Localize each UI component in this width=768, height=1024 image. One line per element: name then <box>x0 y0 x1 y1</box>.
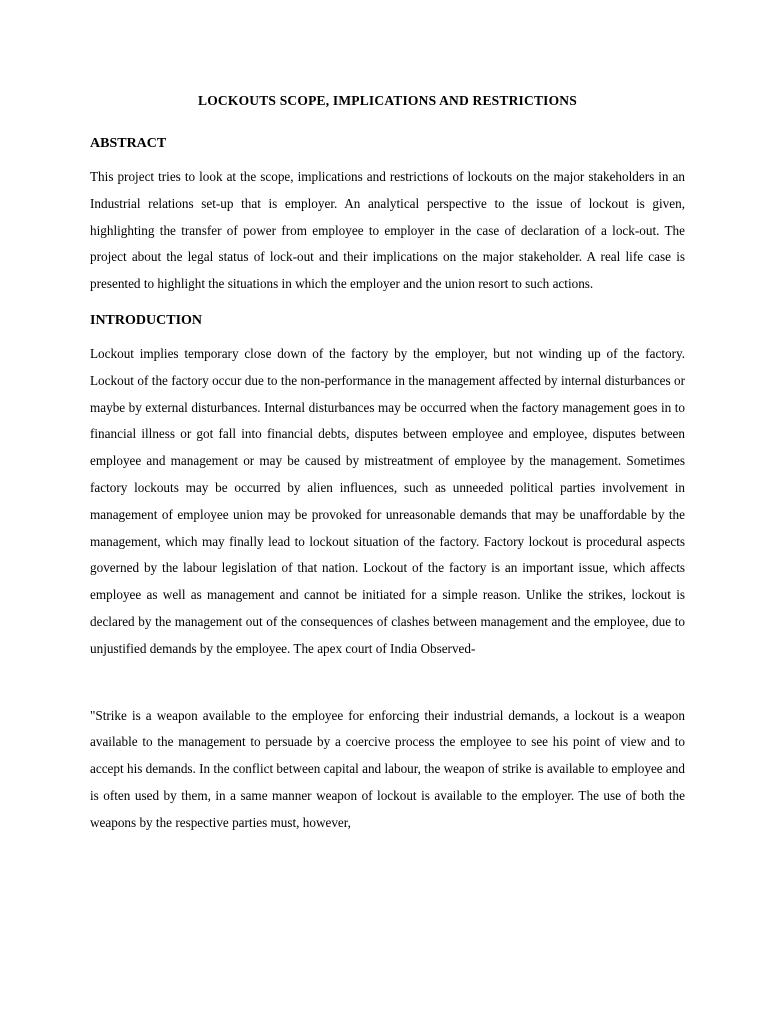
document-body <box>90 88 685 837</box>
abstract-paragraph: This project tries to look at the scope, implications and restrictions of lockouts on the major stakeholders in an Industrial relations set-up that is employer. An analytical perspective to the issue of lockout is given, highlighting the transfer of power from employee to employer in the case of declaration of a lock-out. The project about the legal status of lock-out and their implications on the major stakeholder. A real life case is presented to highlight the situations in which the employer and the union resort to such actions. <box>90 169 685 292</box>
introduction-paragraph: Lockout implies temporary close down of the factory by the employer, but not winding up of the factory. Lockout of the factory occur due to the non-performance in the management affected by internal disturbances or maybe by external disturbances. Internal disturbances may be occurred when the factory management goes in to financial illness or got fall into financial debts, disputes between employee and employee, disputes between employee and management or may be caused by mistreatment of employee by the management. Sometimes factory lockouts may be occurred by alien influences, such as unneeded political parties involvement in management of employee union may be provoked for unreasonable demands that may be unaffordable by the management, which may finally lead to lockout situation of the factory. Factory lockout is procedural aspects governed by the labour legislation of that nation. Lockout of the factory is an important issue, which affects employee as well as management and cannot be initiated for a simple reason. Unlike the strikes, lockout is declared by the management out of the consequences of clashes between management and the employee, due to unjustified demands by the employee. The apex court of India Observed- <box>90 345 685 656</box>
section-heading-introduction: INTRODUCTION <box>90 312 203 328</box>
section-heading-abstract: ABSTRACT <box>90 136 167 151</box>
court-quote-paragraph: "Strike is a weapon available to the employee for enforcing their industrial demands, a lockout is a weapon available to the management to persuade by a coercive process the employee to see his point of view and to accept his demands. In the conflict between capital and labour, the weapon of strike is available to employee and is often used by them, in a same manner weapon of lockout is available to the employer. The use of both the weapons by the respective parties must, however, <box>90 707 685 830</box>
document-title: LOCKOUTS SCOPE, IMPLICATIONS AND RESTRICTIONS <box>198 93 577 108</box>
